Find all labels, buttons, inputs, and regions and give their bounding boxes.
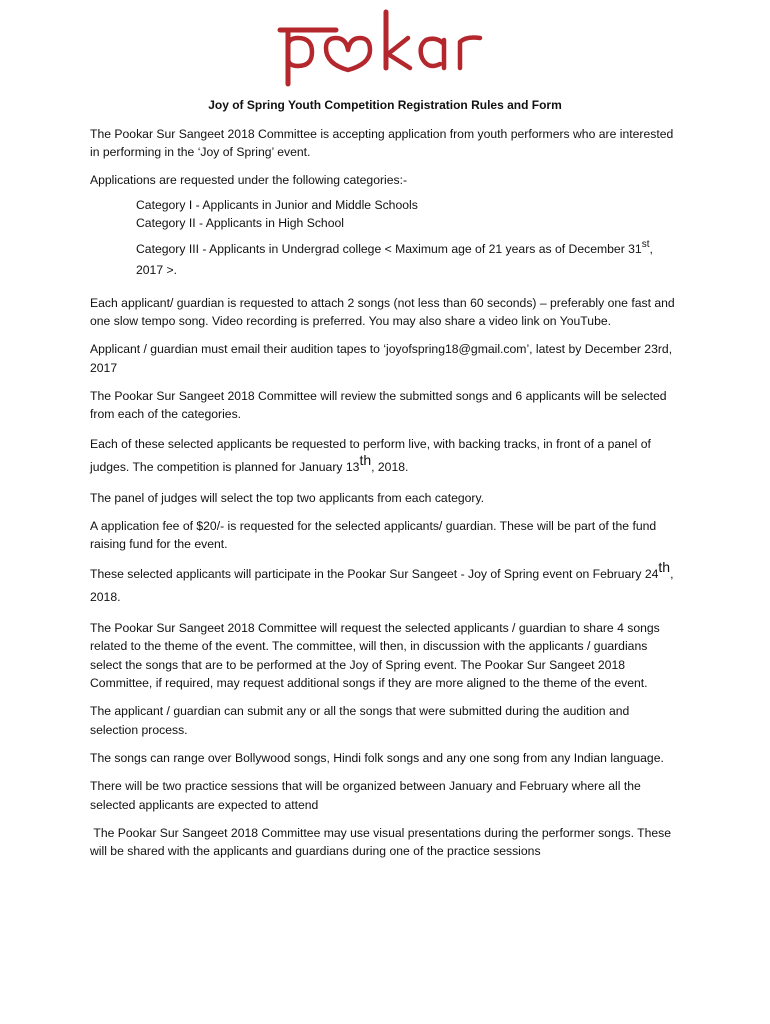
participate-sup: th xyxy=(658,559,671,576)
document-title: Joy of Spring Youth Competition Registration Rules and Form xyxy=(208,98,562,112)
live-paragraph xyxy=(90,433,680,479)
category-3-continued: 2017 >. xyxy=(136,262,178,277)
live-sup: th xyxy=(359,452,372,469)
category-3-comma: , xyxy=(649,241,653,256)
categories-intro: Applications are requested under the following categories:- xyxy=(90,173,408,188)
fee-paragraph: A application fee of $20/- is requested for the selected applicants/ guardian. These will be part of the fund raising fund for the event. xyxy=(90,518,657,552)
participate-paragraph xyxy=(90,559,680,609)
category-list xyxy=(136,196,680,280)
judges-paragraph: The panel of judges will select the top two applicants from each category. xyxy=(90,490,485,505)
submit-paragraph: The applicant / guardian can submit any or all the songs that were submitted during the audition and selection process. xyxy=(90,704,630,737)
live-date: , 2018. xyxy=(371,460,409,475)
review-paragraph: The Pookar Sur Sangeet 2018 Committee will review the submitted songs and 6 applicants will be selected from each of the categories. xyxy=(90,388,667,422)
songs-paragraph: Each applicant/ guardian is requested to attach 2 songs (not less than 60 seconds) – preferably one fast and one slow tempo song. Video recording is preferred. You may also share a video link on YouTube. xyxy=(90,295,675,329)
pookar-logo-graphic xyxy=(276,4,490,92)
visual-paragraph: The Pookar Sur Sangeet 2018 Committee may use visual presentations during the performer songs. These will be shared with the applicants and guardians during one of the practice sessions xyxy=(90,825,675,859)
category-2: Category II - Applicants in High School xyxy=(136,216,344,231)
range-paragraph: The songs can range over Bollywood songs, Hindi folk songs and any one song from any Indian language. xyxy=(90,750,664,765)
category-3 xyxy=(136,238,680,261)
live-text: Each of these selected applicants be requested to perform live, with backing tracks, in front of a panel of judges. The competition is planned for January 13 xyxy=(90,437,651,475)
pookar-logo xyxy=(276,4,490,92)
email-paragraph: Applicant / guardian must email their audition tapes to ‘joyofspring18@gmail.com’, latest by December 23rd, 2017 xyxy=(90,342,673,375)
intro-paragraph: The Pookar Sur Sangeet 2018 Committee is accepting application from youth performers who are interested in performing in the ‘Joy of Spring’ event. xyxy=(90,126,674,160)
practice-paragraph: There will be two practice sessions that will be organized between January and February where all the selected applicants are expected to attend xyxy=(90,778,641,812)
participate-text: These selected applicants will participate in the Pookar Sur Sangeet - Joy of Spring event on February 24 xyxy=(90,567,659,582)
participate-date: , 2018. xyxy=(90,567,674,605)
category-1: Category I - Applicants in Junior and Middle Schools xyxy=(136,197,418,212)
share-paragraph: The Pookar Sur Sangeet 2018 Committee will request the selected applicants / guardian to share 4 songs related to the theme of the event. The committee, will then, in discussion with the applicants / guardians select the songs that are to be performed at the Joy of Spring event. The Pookar Sur Sangeet 2018 Committee, if required, may request additional songs if they are more aligned to the theme of the event. xyxy=(90,620,660,691)
category-3-text: Category III - Applicants in Undergrad college < Maximum age of 21 years as of December 31 xyxy=(136,241,642,256)
category-3-sup: st xyxy=(641,238,650,250)
document-body xyxy=(90,96,680,870)
